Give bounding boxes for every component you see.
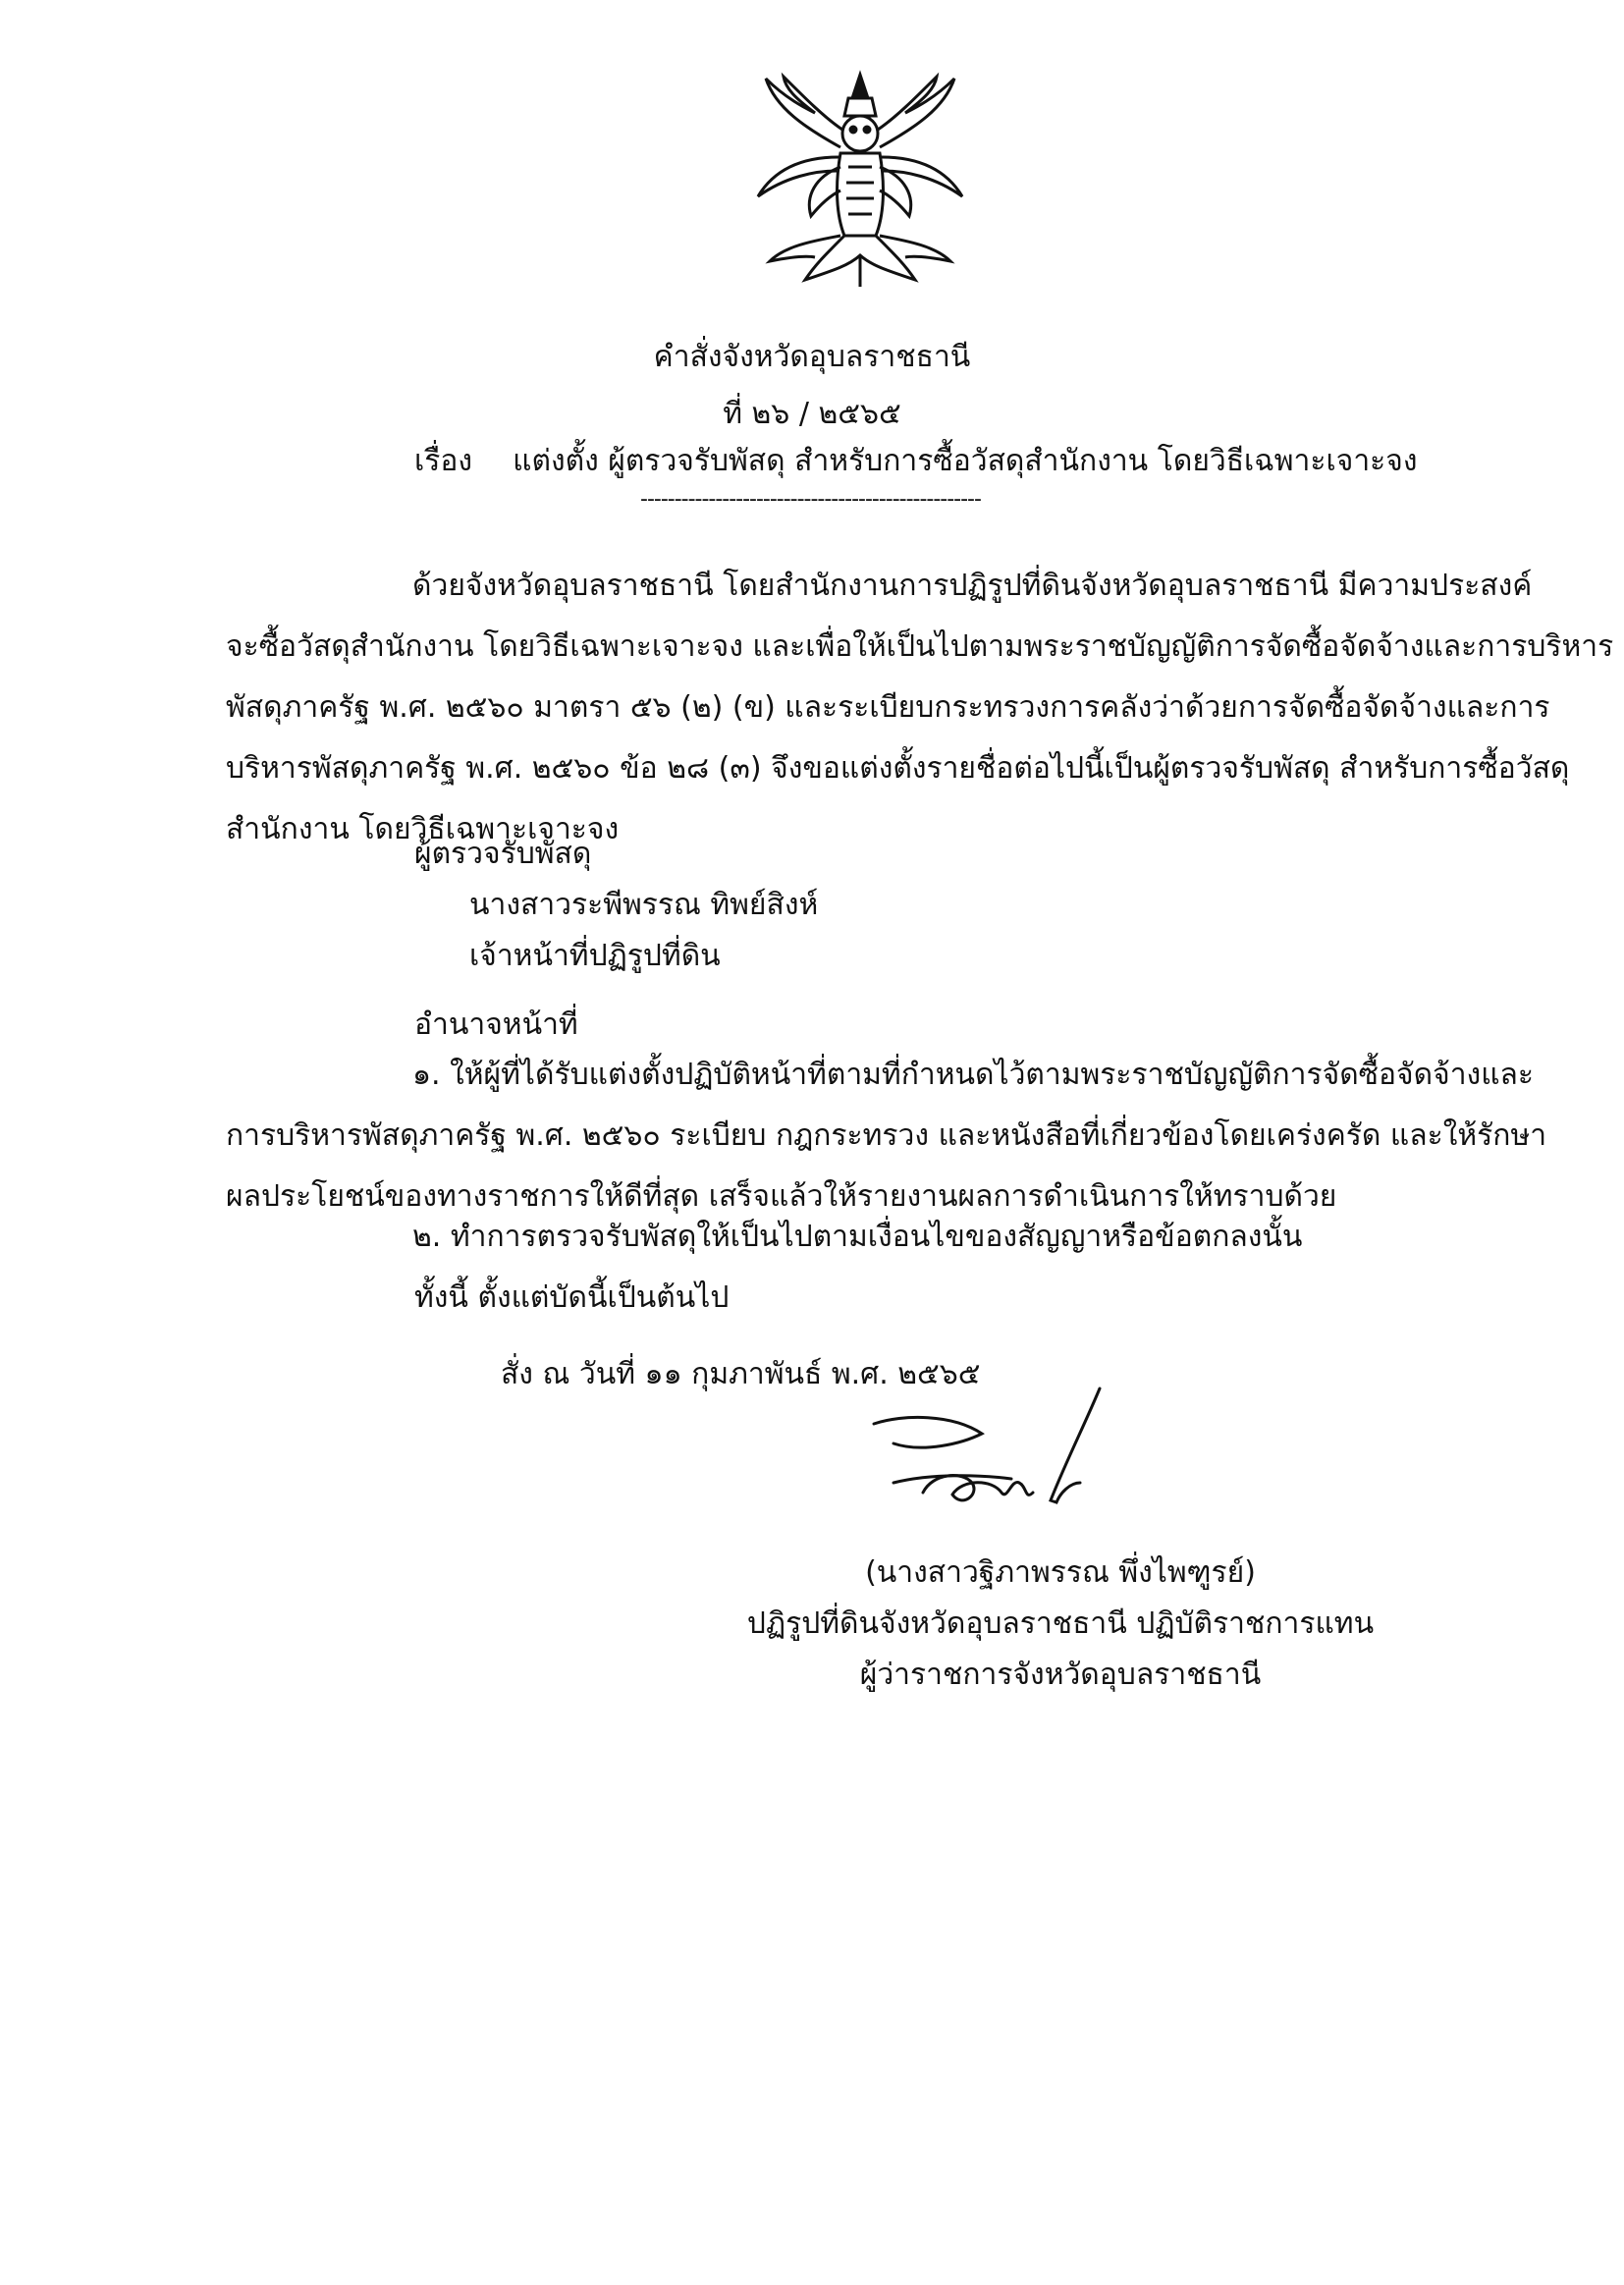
duty-2: ๒. ทำการตรวจรับพัสดุให้เป็นไปตามเงื่อนไขของสัญญาหรือข้อตกลงนั้น — [412, 1220, 1303, 1254]
garuda-emblem-icon — [746, 69, 974, 295]
duty-1-line: การบริหารพัสดุภาครัฐ พ.ศ. ๒๕๖๐ ระเบียบ กฎกระทรวง และหนังสือที่เกี่ยวข้องโดยเคร่งครัด และให้รักษา — [226, 1118, 1547, 1153]
subject-label: เรื่อง — [414, 444, 473, 478]
inspector-heading: ผู้ตรวจรับพัสดุ — [414, 837, 592, 871]
duty-1-line: ๑. ให้ผู้ที่ได้รับแต่งตั้งปฏิบัติหน้าที่ตามที่กำหนดไว้ตามพระราชบัญญัติการจัดซื้อจัดจ้างและ — [412, 1058, 1535, 1092]
handwritten-signature-icon — [864, 1385, 1119, 1532]
signer-title-line1: ปฏิรูปที่ดินจังหวัดอุบลราชธานี ปฏิบัติราชการแทน — [746, 1606, 1375, 1641]
signer-title-line2: ผู้ว่าราชการจังหวัดอุบลราชธานี — [859, 1658, 1262, 1692]
intro-paragraph — [226, 556, 1614, 860]
subject-line — [414, 438, 1418, 484]
subject-text: แต่งตั้ง ผู้ตรวจรับพัสดุ สำหรับการซื้อวัสดุสำนักงาน โดยวิธีเฉพาะเจาะจง — [513, 444, 1418, 478]
order-title: คำสั่งจังหวัดอุบลราชธานี — [653, 340, 971, 374]
effective-statement: ทั้งนี้ ตั้งแต่บัดนี้เป็นต้นไป — [414, 1280, 730, 1315]
order-number: ที่ ๒๖ / ๒๕๖๕ — [723, 397, 901, 431]
signer-name: (นางสาวฐิภาพรรณ พึ่งไพฑูรย์) — [865, 1555, 1256, 1590]
intro-line: พัสดุภาครัฐ พ.ศ. ๒๕๖๐ มาตรา ๕๖ (๒) (ข) และระเบียบกระทรวงการคลังว่าด้วยการจัดซื้อจัดจ้างและการ — [226, 690, 1550, 725]
intro-line: จะซื้อวัสดุสำนักงาน โดยวิธีเฉพาะเจาะจง และเพื่อให้เป็นไปตามพระราชบัญญัติการจัดซื้อจัดจ้างและการบริหาร — [226, 629, 1614, 664]
order-date: สั่ง ณ วันที่ ๑๑ กุมภาพันธ์ พ.ศ. ๒๕๖๕ — [501, 1357, 981, 1391]
inspector-position: เจ้าหน้าที่ปฏิรูปที่ดิน — [469, 939, 721, 973]
duties-heading: อำนาจหน้าที่ — [414, 1007, 578, 1042]
divider: -------------------------------------------------- — [640, 487, 981, 512]
intro-line: ด้วยจังหวัดอุบลราชธานี โดยสำนักงานการปฏิรูปที่ดินจังหวัดอุบลราชธานี มีความประสงค์ — [412, 569, 1533, 603]
duty-1 — [226, 1045, 1547, 1227]
intro-line: สำนักงาน โดยวิธีเฉพาะเจาะจง — [226, 812, 620, 846]
intro-line: บริหารพัสดุภาครัฐ พ.ศ. ๒๕๖๐ ข้อ ๒๘ (๓) จึงขอแต่งตั้งรายชื่อต่อไปนี้เป็นผู้ตรวจรับพัสดุ สำหรับการซื้อวัสดุ — [226, 751, 1570, 786]
inspector-name: นางสาวระพีพรรณ ทิพย์สิงห์ — [469, 888, 819, 922]
duty-1-line: ผลประโยชน์ของทางราชการให้ดีที่สุด เสร็จแล้วให้รายงานผลการดำเนินการให้ทราบด้วย — [226, 1179, 1337, 1214]
